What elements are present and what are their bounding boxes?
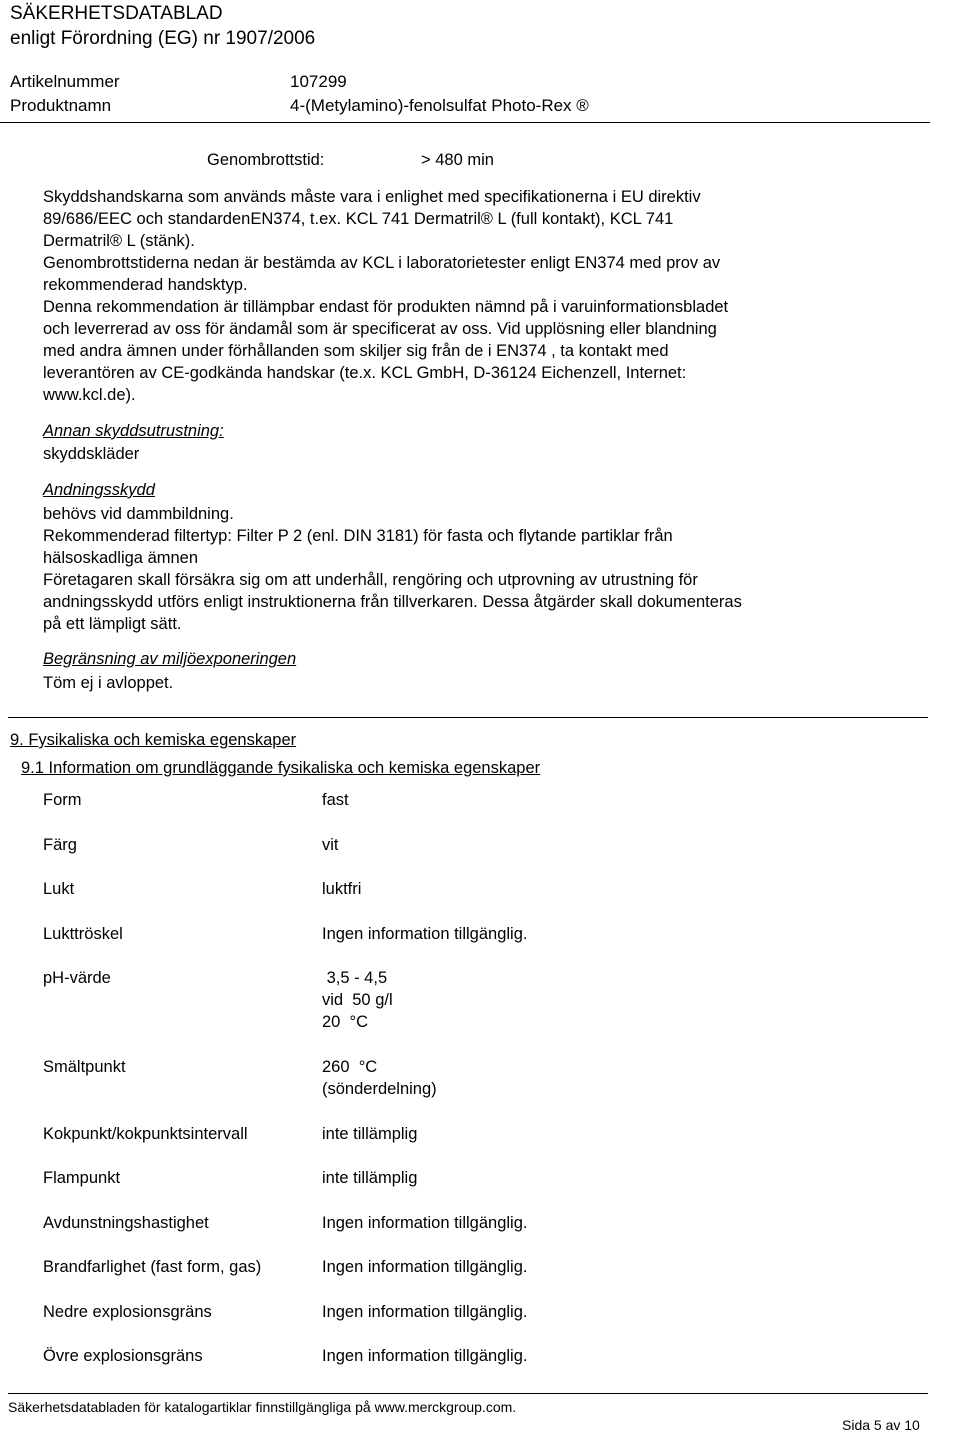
property-value-ph-temperature: 20 °C bbox=[322, 1013, 369, 1031]
property-value-boiling-point: inte tillämplig bbox=[322, 1125, 418, 1143]
property-value-form: fast bbox=[322, 791, 349, 809]
property-value-color: vit bbox=[322, 836, 339, 854]
footer-divider bbox=[8, 1393, 928, 1394]
environment-heading: Begränsning av miljöexponeringen bbox=[43, 650, 297, 668]
article-number-value: 107299 bbox=[290, 72, 347, 91]
respiratory-heading: Andningsskydd bbox=[43, 481, 155, 499]
property-value-evaporation-rate: Ingen information tillgänglig. bbox=[322, 1214, 528, 1232]
property-label-lower-explosion-limit: Nedre explosionsgräns bbox=[43, 1303, 212, 1321]
paragraph-line: rekommenderad handsktyp. bbox=[43, 276, 248, 294]
paragraph-line: andningsskydd utförs enligt instruktionerna från tillverkaren. Dessa åtgärder skall dokumenteras bbox=[43, 593, 742, 611]
product-name-value: 4-(Metylamino)-fenolsulfat Photo-Rex ® bbox=[290, 96, 589, 115]
property-value-odor: luktfri bbox=[322, 880, 362, 898]
property-value-melting-note: (sönderdelning) bbox=[322, 1080, 437, 1098]
property-label-form: Form bbox=[43, 791, 82, 809]
section-divider bbox=[8, 717, 928, 718]
product-name-label: Produktnamn bbox=[10, 96, 112, 115]
property-value-upper-explosion-limit: Ingen information tillgänglig. bbox=[322, 1347, 528, 1365]
paragraph-line: med andra ämnen under förhållanden som skiljer sig från de i EN374 , ta kontakt med bbox=[43, 342, 669, 360]
property-value-odor-threshold: Ingen information tillgänglig. bbox=[322, 925, 528, 943]
paragraph-line: leverantören av CE-godkända handskar (te.x. KCL GmbH, D-36124 Eichenzell, Internet: bbox=[43, 364, 687, 382]
property-label-flammability: Brandfarlighet (fast form, gas) bbox=[43, 1258, 262, 1276]
other-protection-heading: Annan skyddsutrustning: bbox=[43, 422, 224, 440]
paragraph-line: behövs vid dammbildning. bbox=[43, 505, 234, 523]
property-label-melting-point: Smältpunkt bbox=[43, 1058, 126, 1076]
environment-text: Töm ej i avloppet. bbox=[43, 674, 174, 692]
property-value-melting-point: 260 °C bbox=[322, 1058, 378, 1076]
breakthrough-label: Genombrottstid: bbox=[207, 151, 325, 169]
section-9-1-heading: 9.1 Information om grundläggande fysikaliska och kemiska egenskaper bbox=[21, 759, 541, 777]
paragraph-line: 89/686/EEC och standardenEN374, t.ex. KCL 741 Dermatril® L (full kontakt), KCL 741 bbox=[43, 210, 674, 228]
paragraph-line: Företagaren skall försäkra sig om att underhåll, rengöring och utprovning av utrustning för bbox=[43, 571, 698, 589]
paragraph-line: på ett lämpligt sätt. bbox=[43, 615, 182, 633]
paragraph-line: Rekommenderad filtertyp: Filter P 2 (enl. DIN 3181) för fasta och flytande partiklar från bbox=[43, 527, 673, 545]
other-protection-text: skyddskläder bbox=[43, 445, 140, 463]
paragraph-line: och leverrerad av oss för ändamål som är specificerat av oss. Vid upplösning eller blandning bbox=[43, 320, 717, 338]
property-label-flash-point: Flampunkt bbox=[43, 1169, 121, 1187]
header-divider bbox=[0, 122, 930, 123]
paragraph-line: Denna rekommendation är tillämpbar endast för produkten nämnd på i varuinformationsbladet bbox=[43, 298, 729, 316]
page-number: Sida 5 av 10 bbox=[842, 1417, 920, 1433]
property-label-odor: Lukt bbox=[43, 880, 75, 898]
paragraph-line: Skyddshandskarna som används måste vara i enlighet med specifikationerna i EU direktiv bbox=[43, 188, 701, 206]
document-title: SÄKERHETSDATABLAD bbox=[10, 3, 223, 24]
property-label-upper-explosion-limit: Övre explosionsgräns bbox=[43, 1347, 203, 1365]
property-value-ph-concentration: vid 50 g/l bbox=[322, 991, 393, 1009]
paragraph-line: Dermatril® L (stänk). bbox=[43, 232, 195, 250]
section-9-heading: 9. Fysikaliska och kemiska egenskaper bbox=[10, 731, 297, 749]
property-value-ph: 3,5 - 4,5 bbox=[322, 969, 388, 987]
property-label-boiling-point: Kokpunkt/kokpunktsintervall bbox=[43, 1125, 248, 1143]
property-value-flash-point: inte tillämplig bbox=[322, 1169, 418, 1187]
property-label-odor-threshold: Lukttröskel bbox=[43, 925, 123, 943]
property-label-ph: pH-värde bbox=[43, 969, 111, 987]
regulation-subtitle: enligt Förordning (EG) nr 1907/2006 bbox=[10, 28, 316, 49]
breakthrough-value: > 480 min bbox=[421, 151, 494, 169]
paragraph-line: Genombrottstiderna nedan är bestämda av KCL i laboratorietester enligt EN374 med prov av bbox=[43, 254, 721, 272]
footer-text: Säkerhetsdatabladen för katalogartiklar finnstillgängliga på www.merckgroup.com. bbox=[8, 1399, 517, 1415]
paragraph-line: www.kcl.de). bbox=[43, 386, 136, 404]
respiratory-paragraph bbox=[43, 503, 843, 635]
article-number-label: Artikelnummer bbox=[10, 72, 120, 91]
property-label-evaporation-rate: Avdunstningshastighet bbox=[43, 1214, 209, 1232]
paragraph-line: hälsoskadliga ämnen bbox=[43, 549, 199, 567]
property-value-lower-explosion-limit: Ingen information tillgänglig. bbox=[322, 1303, 528, 1321]
gloves-paragraph bbox=[43, 186, 843, 406]
property-value-flammability: Ingen information tillgänglig. bbox=[322, 1258, 528, 1276]
property-label-color: Färg bbox=[43, 836, 77, 854]
